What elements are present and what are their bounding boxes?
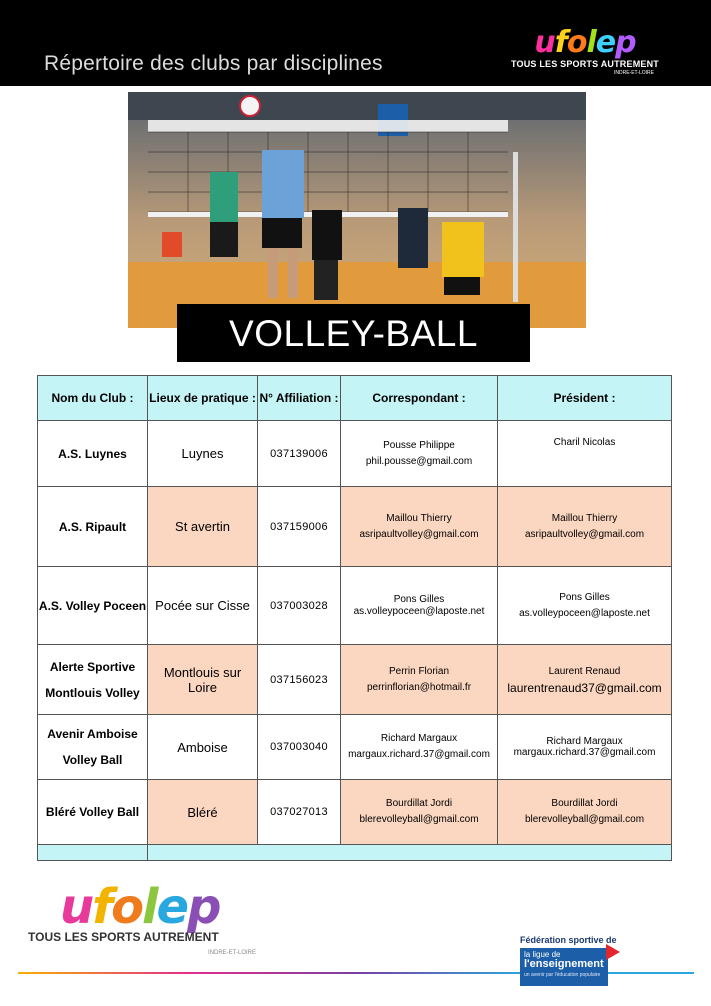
club-name-line1: Alerte Sportive <box>49 659 136 674</box>
correspondent-email[interactable]: perrinflorian@hotmail.fr <box>366 681 472 693</box>
correspondent-cell <box>341 780 498 845</box>
president-email[interactable]: margaux.richard.37@gmail.com <box>513 747 656 758</box>
president-cell <box>498 567 672 645</box>
correspondent-email[interactable]: asripaultvolley@gmail.com <box>359 528 479 540</box>
ufolep-logo-wordmark: ufolep <box>60 879 220 935</box>
club-name: A.S. Ripault <box>58 519 127 534</box>
correspondent-name: Pons Gilles <box>393 593 445 605</box>
president-cell <box>498 715 672 780</box>
correspondent-email[interactable]: blerevolleyball@gmail.com <box>359 814 479 825</box>
president-email[interactable]: laurentrenaud37@gmail.com <box>507 680 662 695</box>
table-row <box>38 645 672 715</box>
ligue-box <box>520 948 608 986</box>
club-name: Bléré Volley Ball <box>45 805 140 819</box>
table-footer-row <box>38 845 672 861</box>
flag-icon <box>606 944 620 960</box>
table-header-row <box>38 376 672 421</box>
ufolep-logo-region: INDRE-ET-LOIRE <box>613 70 654 76</box>
place-cell: Luynes <box>148 421 258 487</box>
place-cell: Amboise <box>148 715 258 780</box>
ufolep-logo-region: INDRE-ET-LOIRE <box>207 950 256 956</box>
footer-cell <box>148 845 672 861</box>
affiliation-cell: 037139006 <box>258 421 341 487</box>
header-bar <box>0 0 711 86</box>
header-club: Nom du Club : <box>38 376 148 421</box>
correspondent-name: Bourdillat Jordi <box>385 798 453 809</box>
clubs-table <box>37 375 672 861</box>
affiliation-cell: 037159006 <box>258 487 341 567</box>
place-cell: Bléré <box>148 780 258 845</box>
place-cell: St avertin <box>148 487 258 567</box>
ufolep-logo-tagline: TOUS LES SPORTS AUTREMENT <box>510 59 659 69</box>
place-cell: Pocée sur Cisse <box>148 567 258 645</box>
affiliation-cell: 037156023 <box>258 645 341 715</box>
president-email[interactable]: as.volleypoceen@laposte.net <box>519 607 650 619</box>
president-name: Maillou Thierry <box>551 512 618 524</box>
club-name-line1: Avenir Amboise <box>47 727 138 741</box>
correspondent-cell <box>341 645 498 715</box>
president-cell <box>498 421 672 487</box>
president-cell <box>498 780 672 845</box>
federation-label: Fédération sportive de <box>520 935 617 945</box>
president-name: Bourdillat Jordi <box>551 798 618 809</box>
correspondent-name: Perrin Florian <box>388 665 450 677</box>
affiliation-cell: 037027013 <box>258 780 341 845</box>
table-row <box>38 780 672 845</box>
club-name-line2: Volley Ball <box>62 753 123 767</box>
correspondent-cell <box>341 421 498 487</box>
club-name: A.S. Volley Poceen <box>38 598 147 613</box>
header-correspondent: Correspondant : <box>341 376 498 421</box>
club-name-cell <box>38 645 148 715</box>
president-name: Charil Nicolas <box>553 437 616 448</box>
ufolep-logo-bottom <box>28 879 268 962</box>
president-name: Richard Margaux <box>546 736 623 747</box>
club-name: A.S. Luynes <box>58 446 127 461</box>
correspondent-email[interactable]: margaux.richard.37@gmail.com <box>348 749 490 760</box>
president-email[interactable]: asripaultvolley@gmail.com <box>524 528 645 540</box>
volleyball-photo <box>128 92 586 328</box>
table-row <box>38 715 672 780</box>
discipline-title: VOLLEY-BALL <box>177 304 530 362</box>
president-cell <box>498 487 672 567</box>
ufolep-logo-top <box>510 25 660 86</box>
correspondent-name: Richard Margaux <box>380 733 458 744</box>
club-name-line2: Montlouis Volley <box>45 685 140 700</box>
club-name-cell <box>38 421 148 487</box>
ligue-motto: un avenir par l'éducation populaire <box>524 972 601 978</box>
correspondent-name: Maillou Thierry <box>386 512 452 524</box>
president-name: Laurent Renaud <box>548 665 621 677</box>
page-title: Répertoire des clubs par disciplines <box>44 52 383 75</box>
ligue-line2: l'enseignement <box>524 958 604 970</box>
club-name-cell <box>38 780 148 845</box>
club-name-cell <box>38 567 148 645</box>
correspondent-email[interactable]: as.volleypoceen@laposte.net <box>353 605 485 617</box>
header-place: Lieux de pratique : <box>148 376 258 421</box>
table-row <box>38 567 672 645</box>
ufolep-logo-tagline: TOUS LES SPORTS AUTREMENT <box>28 930 219 944</box>
president-email[interactable]: blerevolleyball@gmail.com <box>524 814 645 825</box>
president-cell <box>498 645 672 715</box>
place-cell: Montlouis sur Loire <box>148 645 258 715</box>
header-affiliation: N° Affiliation : <box>258 376 341 421</box>
president-name: Pons Gilles <box>559 591 610 603</box>
club-name-cell <box>38 715 148 780</box>
header-president: Président : <box>498 376 672 421</box>
table-row <box>38 487 672 567</box>
footer-cell <box>38 845 148 861</box>
ligue-enseignement-logo <box>520 935 632 993</box>
correspondent-email[interactable]: phil.pousse@gmail.com <box>365 455 473 467</box>
ufolep-logo-wordmark: ufolep <box>534 25 636 60</box>
table-row <box>38 421 672 487</box>
correspondent-cell <box>341 715 498 780</box>
club-name-cell <box>38 487 148 567</box>
affiliation-cell: 037003040 <box>258 715 341 780</box>
correspondent-cell <box>341 567 498 645</box>
correspondent-cell <box>341 487 498 567</box>
correspondent-name: Pousse Philippe <box>383 439 455 451</box>
affiliation-cell: 037003028 <box>258 567 341 645</box>
ligue-line1: la ligue de <box>524 950 561 959</box>
